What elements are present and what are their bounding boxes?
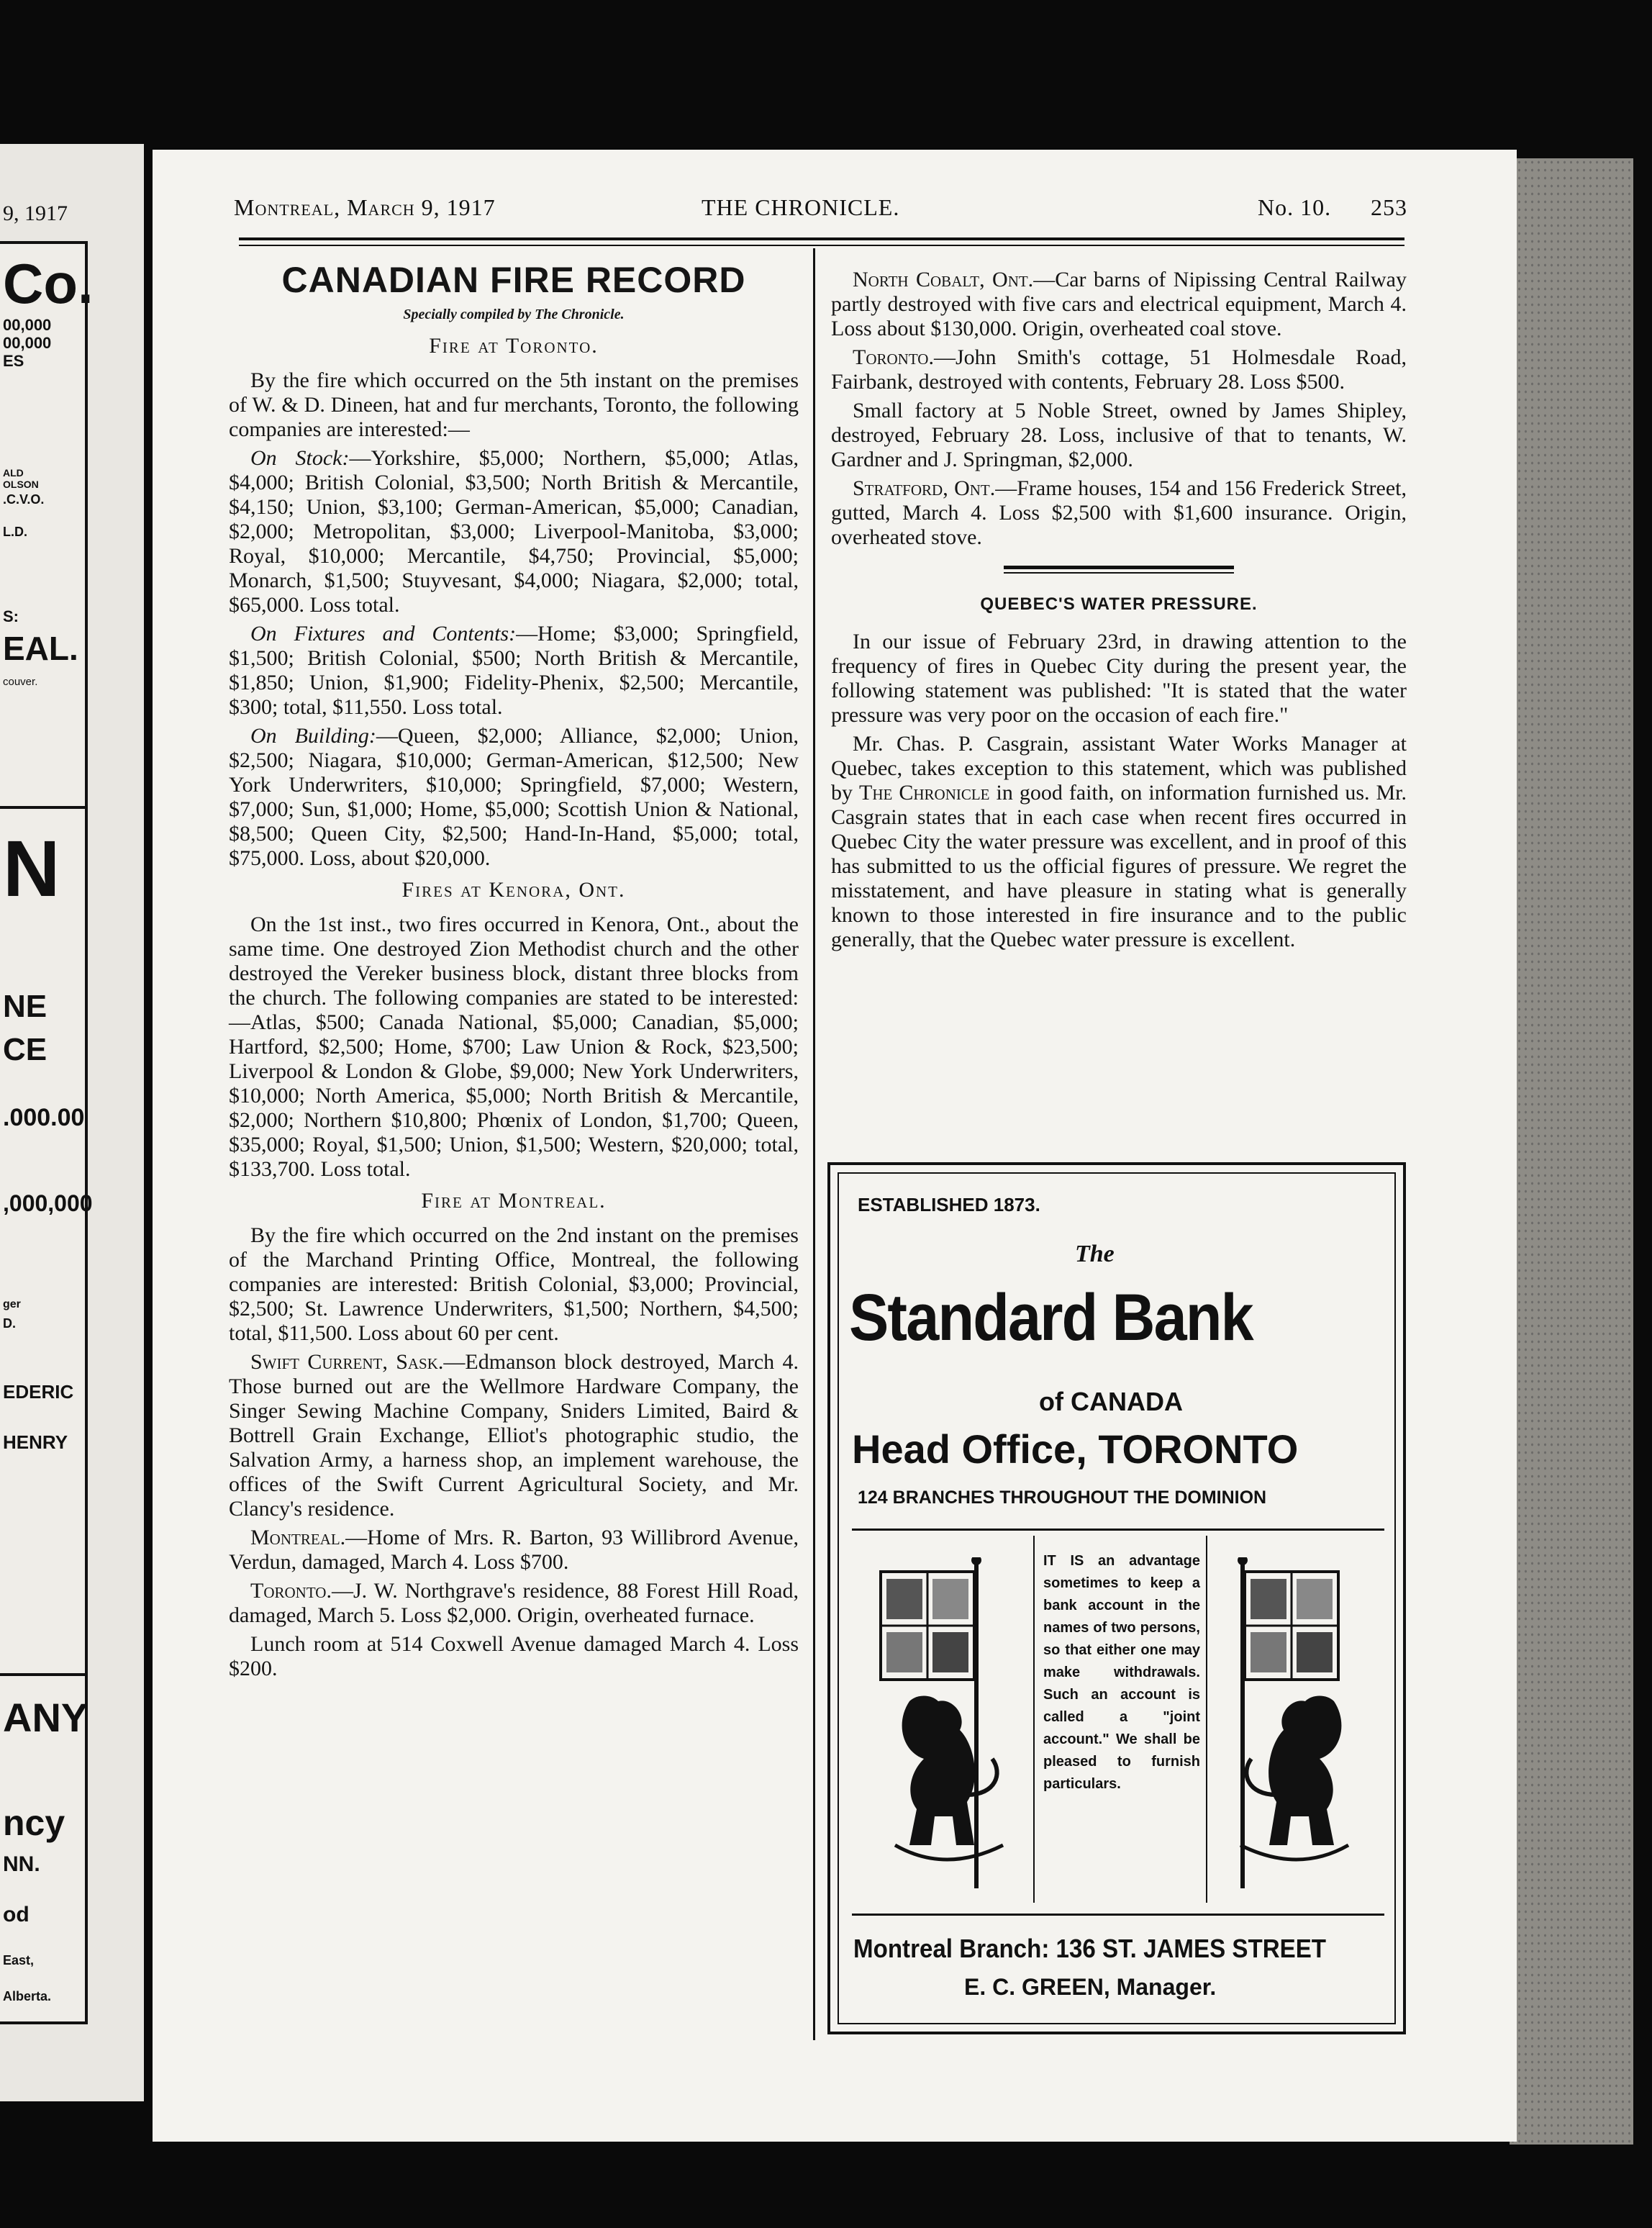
- noble-street-paragraph: Small factory at 5 Noble Street, owned by James Shipley, destroyed, February 28. Loss, inclusive of that to tenants, W. Gardner and J. Springman, $2,000.: [831, 399, 1407, 471]
- montreal-paragraph: By the fire which occurred on the 2nd instant on the premises of the Marchand Printing Office, Montreal, the following companies are interested: British Colonial, $3,000; Provincial, $2,500; St. Lawrence Underwriters, $1,500; Northern, $4,500; total, $11,500. Loss about 60 per cent.: [229, 1223, 799, 1345]
- ad-branches: 124 BRANCHES THROUGHOUT THE DOMINION: [858, 1487, 1267, 1508]
- ad-established: ESTABLISHED 1873.: [858, 1194, 1040, 1215]
- compiled-note: Specially compiled by The Chronicle.: [403, 307, 625, 322]
- fixtures-label: On Fixtures and Contents:: [250, 622, 517, 646]
- left-page-line: NN.: [3, 1852, 40, 1876]
- left-page-ad-frame-3: [0, 1673, 88, 2024]
- building-label: On Building:: [250, 724, 376, 748]
- left-page-line: ncy: [3, 1803, 65, 1843]
- header-issue-number: No. 10.: [1258, 194, 1332, 220]
- toronto-paragraph-intro: By the fire which occurred on the 5th instant on the premises of W. & D. Dineen, hat and fur merchants, Toronto, the following companies are interested:—: [229, 368, 799, 441]
- standard-bank-advertisement: [827, 1162, 1406, 2034]
- ad-head-office: Head Office, TORONTO: [852, 1426, 1299, 1472]
- header-title: THE CHRONICLE.: [702, 194, 900, 220]
- left-page-ad-frame-2: [0, 806, 93, 1715]
- ad-rule-lower: [852, 1914, 1384, 1916]
- verdun-text: —Home of Mrs. R. Barton, 93 Willibrord Avenue, Verdun, damaged, March 4. Loss $700.: [229, 1526, 799, 1574]
- book-edge: [1510, 158, 1633, 2145]
- left-page-line: 00,000: [3, 316, 52, 334]
- fairbank-paragraph: [831, 345, 1407, 394]
- coxwell-paragraph: Lunch room at 514 Coxwell Avenue damaged March 4. Loss $200.: [229, 1632, 799, 1680]
- toronto-paragraph-building: [229, 724, 799, 871]
- left-page-line: ANY: [3, 1695, 88, 1740]
- northgrave-paragraph: [229, 1579, 799, 1628]
- stratford-text: —Frame houses, 154 and 156 Frederick Street, gutted, March 4. Loss $2,500 with $1,600 insurance. Origin, overheated stove.: [831, 476, 1407, 549]
- quebec-paragraph-2: [831, 732, 1407, 952]
- swift-current-place: Swift Current, Sask.: [250, 1350, 444, 1374]
- ad-joint-account-text: IT IS an advantage sometimes to keep a bank account in the names of two persons, so that either one may make withdrawals. Such an account is called a "joint account." We shall be pleased to furnish particulars.: [1043, 1553, 1200, 1792]
- left-page-line: East,: [3, 1953, 35, 1967]
- left-column: [229, 260, 799, 1685]
- left-page-line: EAL.: [3, 630, 78, 667]
- left-page-ad-frame-1: [0, 241, 94, 880]
- header-rule-bottom: [239, 245, 1404, 246]
- verdun-paragraph: [229, 1526, 799, 1575]
- left-page-line: ES: [3, 352, 24, 370]
- left-page-line: L.D.: [3, 525, 27, 539]
- stratford-place: Stratford, Ont.: [853, 476, 996, 500]
- fairbank-place: Toronto.: [853, 345, 934, 369]
- swift-current-paragraph: [229, 1350, 799, 1521]
- left-page-line: ger: [3, 1298, 21, 1310]
- stock-label: On Stock:: [250, 446, 350, 470]
- section-title-montreal: Fire at Montreal.: [421, 1189, 607, 1213]
- left-page-line: Co.: [3, 252, 94, 315]
- toronto-place: Toronto.: [250, 1579, 332, 1603]
- left-page-line: CE: [3, 1032, 47, 1067]
- toronto-paragraph-stock: [229, 446, 799, 617]
- left-page-line: D.: [3, 1316, 16, 1331]
- ad-montreal-branch: Montreal Branch: 136 ST. JAMES STREET: [853, 1934, 1327, 1963]
- quebec-paragraph-2-a: Mr. Chas. P. Casgrain, assistant Water Works Manager at Quebec, takes exception to this statement, which was published by: [831, 732, 1407, 805]
- left-page-line: ALD: [3, 467, 24, 479]
- stratford-paragraph: [831, 476, 1407, 550]
- left-page-line: od: [3, 1903, 30, 1926]
- chronicle-name: The Chronicle: [859, 781, 990, 805]
- ad-the: The: [1075, 1241, 1115, 1267]
- left-page-line: 00,000: [3, 334, 52, 352]
- article-headline: CANADIAN FIRE RECORD: [281, 260, 746, 300]
- north-cobalt-place: North Cobalt, Ont.: [853, 268, 1034, 291]
- lion-flag-emblem-right-icon: [1219, 1557, 1377, 1888]
- quebec-paragraph-1: In our issue of February 23rd, in drawing attention to the frequency of fires in Quebec City during the present year, the following statement was published: "It is stated that the water pressure was very poor on the occasion of each fire.": [831, 630, 1407, 727]
- section-divider-rule-thin: [1004, 572, 1234, 574]
- stock-text: —Yorkshire, $5,000; Northern, $5,000; Atlas, $4,000; British Colonial, $3,500; North British & Mercantile, $4,150; Union, $3,100; German-American, $5,000; Canadian, $2,000; Metropolitan, $3,000; Liverpool-Manitoba, $3,000; Royal, $10,000; Mercantile, $4,750; Provincial, $5,000; Monarch, $1,500; Stuyvesant, $4,000; Niagara, $2,000; total, $65,000. Loss total.: [229, 446, 799, 617]
- building-text: —Queen, $2,000; Alliance, $2,000; Union, $2,500; Niagara, $10,000; German-American, $12,500; New York Underwriters, $10,000; Springfield, $7,000; Western, $7,000; Sun, $1,000; Home, $5,000; Scottish Union & National, $8,500; Queen City, $2,500; Hand-In-Hand, $5,000; total, $75,000. Loss, about $20,000.: [229, 724, 799, 870]
- header-rule-top: [239, 237, 1404, 240]
- ad-inner-divider-right: [1206, 1536, 1207, 1903]
- left-page-line: HENRY: [3, 1431, 68, 1453]
- left-facing-page: [0, 144, 144, 2101]
- north-cobalt-text: —Car barns of Nipissing Central Railway partly destroyed with five cars and electrical equipment, March 4. Loss about $130,000. Origin, overheated coal stove.: [831, 268, 1407, 340]
- fairbank-text: —John Smith's cottage, 51 Holmesdale Road, Fairbank, destroyed with contents, February 28. Loss $500.: [831, 345, 1407, 394]
- ad-inner-divider-left: [1033, 1536, 1035, 1903]
- book-edge-texture: [1510, 158, 1633, 2145]
- ad-bank-name: Standard Bank: [849, 1281, 1253, 1354]
- section-title-toronto: Fire at Toronto.: [429, 334, 599, 358]
- ad-of-canada: of CANADA: [1039, 1387, 1183, 1416]
- left-page-line: S:: [3, 607, 19, 625]
- left-page-line: EDERIC: [3, 1381, 74, 1403]
- left-page-line: ,000,000: [3, 1190, 93, 1216]
- right-column: [831, 268, 1407, 956]
- left-page-line: .000.00: [3, 1104, 85, 1131]
- ad-manager: E. C. GREEN, Manager.: [964, 1974, 1217, 2000]
- montreal-place: Montreal.: [250, 1526, 346, 1549]
- northgrave-text: —J. W. Northgrave's residence, 88 Forest Hill Road, damaged, March 5. Loss $2,000. Origin, overheated furnace.: [229, 1579, 799, 1627]
- quebec-headline: QUEBEC'S WATER PRESSURE.: [980, 594, 1258, 614]
- section-divider-rule: [1004, 566, 1234, 569]
- header-page-number: 253: [1371, 194, 1407, 220]
- left-page-line: Alberta.: [3, 1989, 52, 2003]
- fixtures-text: —Home; $3,000; Springfield, $1,500; British Colonial, $500; North British & Mercantile, $1,850; Union, $1,900; Fidelity-Phenix, $2,500; Mercantile, $300; total, $11,550. Loss total.: [229, 622, 799, 719]
- left-page-line: OLSON: [3, 479, 39, 490]
- left-page-line: NE: [3, 989, 47, 1024]
- column-divider: [813, 248, 815, 2040]
- left-page-line: N: [3, 825, 60, 913]
- quebec-paragraph-2-b: in good faith, on information furnished us. Mr. Casgrain states that in each case when recent fires occurred in Quebec City the water pressure was excellent, and in proof of this has submitted to us the official figures of pressure. We regret the misstatement, and have pleasure in stating what is generally known to those interested in fire insurance and to the public generally, that the Quebec water pressure is excellent.: [831, 781, 1407, 951]
- north-cobalt-paragraph: [831, 268, 1407, 341]
- left-page-line: .C.V.O.: [3, 492, 45, 507]
- toronto-paragraph-fixtures: [229, 622, 799, 720]
- left-page-date: 9, 1917: [3, 201, 68, 225]
- swift-current-text: —Edmanson block destroyed, March 4. Those burned out are the Wellmore Hardware Company, the Singer Sewing Machine Company, Sniders Limited, Baird & Bottrell Grain Exchange, Elliot's photographic studio, the Salvation Army, a harness shop, an implement warehouse, the offices of the Swift Current Agricultural Society, and Mr. Clancy's residence.: [229, 1350, 799, 1521]
- section-title-kenora: Fires at Kenora, Ont.: [401, 878, 626, 902]
- left-page-line: couver.: [3, 676, 38, 688]
- ad-rule-upper: [852, 1529, 1384, 1531]
- header-dateline: Montreal, March 9, 1917: [234, 194, 496, 220]
- kenora-paragraph: On the 1st inst., two fires occurred in Kenora, Ont., about the same time. One destroyed Zion Methodist church and the other destroyed the Vereker business block, distant three blocks from the church. The following companies are stated to be interested:—Atlas, $500; Canada National, $5,000; Canadian, $5,000; Hartford, $2,500; Home, $700; Law Union & Rock, $23,500; Liverpool & London & Globe, $9,000; New York Underwriters, $10,000; North America, $5,000; North British & Mercantile, $2,000; Northern $10,800; Phœnix of London, $1,700; Queen, $35,000; Royal, $1,500; Union, $1,500; Western, $20,000; total, $133,700. Loss total.: [229, 913, 799, 1181]
- lion-flag-emblem-left-icon: [866, 1557, 1025, 1888]
